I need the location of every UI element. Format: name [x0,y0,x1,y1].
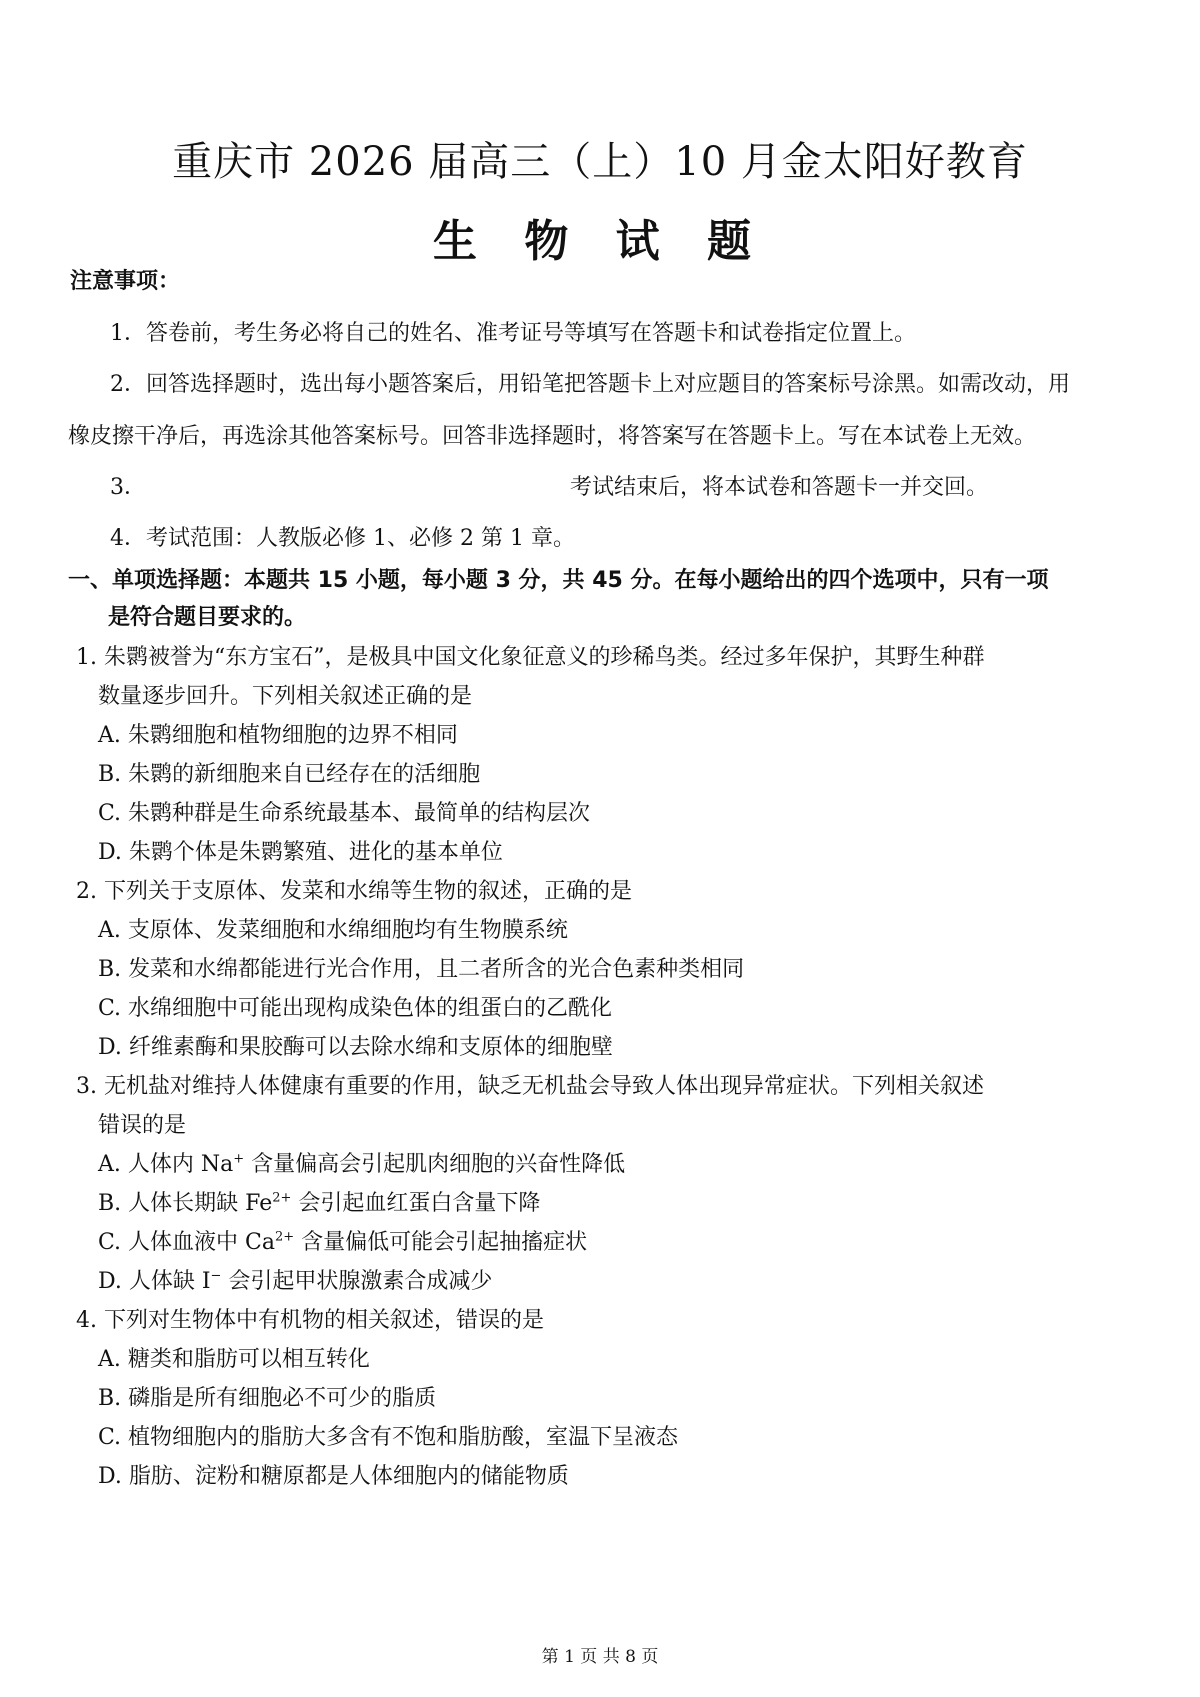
notice-heading: 注意事项： [70,269,181,294]
q2-option-a: A. 支原体、发菜细胞和水绵细胞均有生物膜系统 [98,918,568,943]
notice-item-2a: 2．回答选择题时，选出每小题答案后，用铅笔把答题卡上对应题目的答案标号涂黑。如需改动，用 [110,372,1071,397]
q1-option-c: C. 朱鹮种群是生命系统最基本、最简单的结构层次 [98,801,591,826]
q4-option-c: C. 植物细胞内的脂肪大多含有不饱和脂肪酸，室温下呈液态 [98,1425,679,1450]
q2-stem: 2. 下列关于支原体、发菜和水绵等生物的叙述，正确的是 [76,879,632,904]
q3-stem-line2: 错误的是 [98,1113,187,1138]
q1-option-b: B. 朱鹮的新细胞来自已经存在的活细胞 [98,762,481,787]
q1-stem-line2: 数量逐步回升。下列相关叙述正确的是 [98,684,473,709]
section-heading-line1: 一、单项选择题：本题共 15 小题，每小题 3 分，共 45 分。在每小题给出的四个选项中，只有一项 [68,568,1049,593]
q4-option-b: B. 磷脂是所有细胞必不可少的脂质 [98,1386,437,1411]
notice-item-2b: 橡皮擦干净后，再选涂其他答案标号。回答非选择题时，将答案写在答题卡上。写在本试卷上无效。 [68,424,1037,449]
q3-option-b: B. 人体长期缺 $Fe^{2+}$ 会引起血红蛋白含量下降 [98,1190,541,1216]
q1-option-a: A. 朱鹮细胞和植物细胞的边界不相同 [98,723,458,748]
section-heading-line2: 是符合题目要求的。 [108,605,307,630]
notice-item-3-text: 考试结束后，将本试卷和答题卡一并交回。 [570,475,989,500]
q2-option-b: B. 发菜和水绵都能进行光合作用，且二者所含的光合色素种类相同 [98,957,745,982]
q3-option-d: D. 人体缺 I− 会引起甲状腺激素合成减少 [98,1268,493,1294]
page-number: 第 1 页 共 8 页 [541,1647,659,1667]
q3-option-c: C. 人体血液中 $Ca^{2+}$ 含量偏低可能会引起抽搐症状 [98,1229,588,1255]
q2-option-c: C. 水绵细胞中可能出现构成染色体的组蛋白的乙酰化 [98,996,613,1021]
notice-item-1: 1．答卷前，考生务必将自己的姓名、准考证号等填写在答题卡和试卷指定位置上。 [110,321,916,346]
q4-option-a: A. 糖类和脂肪可以相互转化 [98,1347,370,1372]
notice-item-3-number: 3． [110,475,146,500]
q2-option-d: D. 纤维素酶和果胶酶可以去除水绵和支原体的细胞壁 [98,1035,613,1060]
q1-option-d: D. 朱鹮个体是朱鹮繁殖、进化的基本单位 [98,840,503,865]
q4-stem: 4. 下列对生物体中有机物的相关叙述，错误的是 [76,1308,544,1333]
exam-title: 重庆市 2026 届高三（上）10 月金太阳好教育 [172,139,1028,185]
q3-option-a: A. 人体内 Na+ 含量偏高会引起肌肉细胞的兴奋性降低 [98,1151,626,1177]
q3-stem-line1: 3. 无机盐对维持人体健康有重要的作用，缺乏无机盐会导致人体出现异常症状。下列相关叙述 [76,1074,984,1099]
exam-subject: 生 物 试 题 [433,216,767,267]
notice-item-4: 4．考试范围：人教版必修 1、必修 2 第 1 章。 [110,526,575,551]
q4-option-d: D. 脂肪、淀粉和糖原都是人体细胞内的储能物质 [98,1464,569,1489]
q1-stem-line1: 1. 朱鹮被誉为“东方宝石”，是极具中国文化象征意义的珍稀鸟类。经过多年保护，其野生种群 [76,645,985,670]
